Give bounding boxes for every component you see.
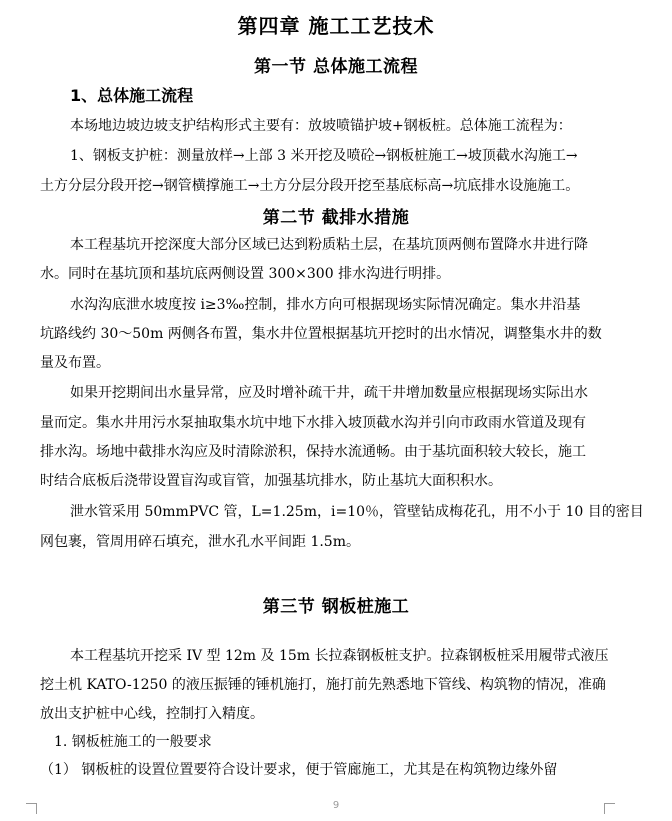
paragraph-line: 量及布置。	[40, 355, 110, 371]
paragraph-line: 本场地边坡边坡支护结构形式主要有：放坡喷锚护坡+钢板桩。总体施工流程为：	[70, 118, 572, 134]
paragraph-line: 1、钢板支护桩：测量放样→上部 3 米开挖及喷砼→钢板桩施工→坡顶截水沟施工→	[70, 148, 578, 164]
paragraph-line: 本工程基坑开挖采 IV 型 12m 及 15m 长拉森钢板桩支护。拉森钢板桩采用履带式液压	[70, 648, 609, 664]
paragraph-line: 本工程基坑开挖深度大部分区域已达到粉质粘土层，在基坑顶两侧布置降水井进行降	[70, 237, 588, 253]
paragraph-line: 排水沟。场地中截排水沟应及时清除淤积，保持水流通畅。由于基坑面积较大较长，施工	[40, 444, 586, 460]
paragraph-line: 土方分层分段开挖→钢管横撑施工→土方分层分段开挖至基底标高→坑底排水设施施工。	[40, 178, 580, 194]
paragraph-line: 坑路线约 30～50m 两侧各布置，集水井位置根据基坑开挖时的出水情况，调整集水井的数	[40, 326, 602, 342]
page-number: 9	[332, 800, 340, 811]
section-2-title: 第二节 截排水措施	[262, 208, 410, 228]
paragraph-line: 如果开挖期间出水量异常，应及时增补疏干井，疏干井增加数量应根据现场实际出水	[70, 385, 588, 401]
paragraph-line: 时结合底板后浇带设置盲沟或盲管，加强基坑排水，防止基坑大面积积水。	[40, 473, 502, 489]
section-1-subtitle: 1、总体施工流程	[70, 86, 194, 105]
paragraph-line: 泄水管采用 50mmPVC 管，L=1.25m，i=10％，管壁钻成梅花孔，用不小于 10 目的密目	[70, 504, 644, 520]
paragraph-line: 网包裹，管周用碎石填充，泄水孔水平间距 1.5m。	[40, 534, 360, 550]
paragraph-line: 挖土机 KATO-1250 的液压振锤的锤机施打，施打前先熟悉地下管线、构筑物的情况，准确	[40, 677, 606, 693]
paragraph-line: 水沟沟底泄水坡度按 i≥3‰控制，排水方向可根据现场实际情况确定。集水井沿基	[70, 297, 581, 313]
list-item: 1. 钢板桩施工的一般要求	[54, 734, 212, 750]
paragraph-line: 水。同时在基坑顶和基坑底两侧设置 300×300 排水沟进行明排。	[40, 266, 451, 282]
list-item: （1） 钢板桩的设置位置要符合设计要求，便于管廊施工，尤其是在构筑物边缘外留	[40, 762, 558, 778]
chapter-title: 第四章 施工工艺技术	[237, 14, 435, 38]
section-1-title: 第一节 总体施工流程	[254, 57, 418, 77]
section-3-title: 第三节 钢板桩施工	[262, 597, 410, 617]
paragraph-line: 放出支护桩中心线，控制打入精度。	[40, 706, 264, 722]
paragraph-line: 量而定。集水井用污水泵抽取集水坑中地下水排入坡顶截水沟并引向市政雨水管道及现有	[40, 415, 586, 431]
